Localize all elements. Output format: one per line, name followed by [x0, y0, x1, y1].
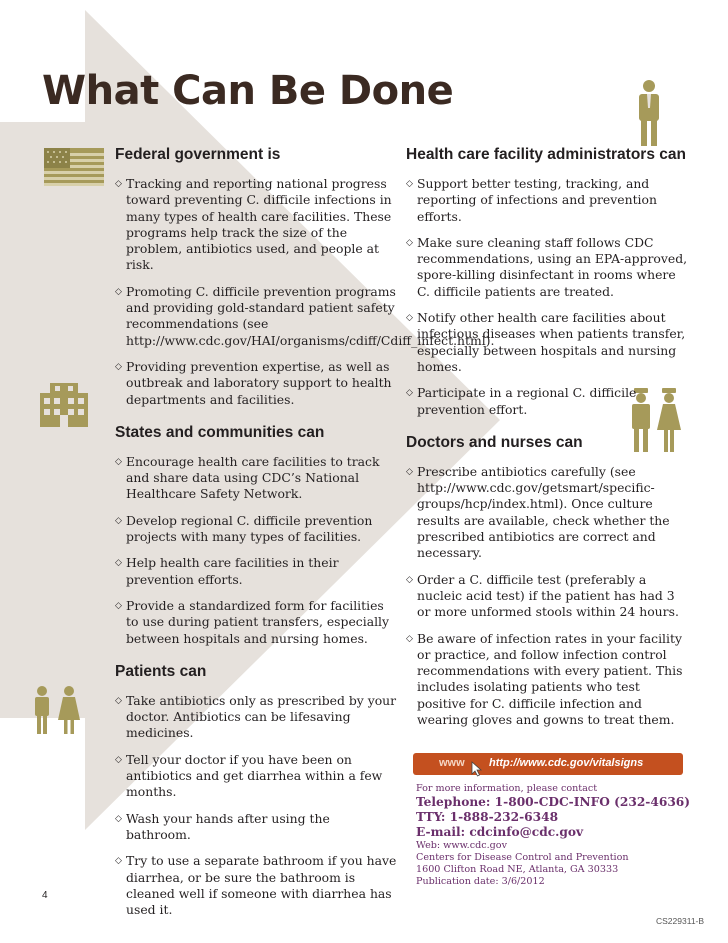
contact-intro: For more information, please contact [416, 783, 598, 794]
patients-list [115, 693, 397, 919]
doctors-heading: Doctors and nurses can [406, 433, 583, 451]
contact-address: 1600 Clifton Road NE, Atlanta, GA 30333 [416, 864, 619, 875]
doctors-list [406, 464, 690, 728]
list-item: ◇ Develop regional C. difficile prevention projects with many types of facilities. [115, 513, 397, 546]
document-code: CS229311-B [656, 916, 705, 926]
list-item: ◇ Encourage health care facilities to track and share data using CDC’s National Healthcare Safety Network. [115, 454, 397, 503]
page-number: 4 [42, 890, 48, 901]
contact-phone: Telephone: 1-800-CDC-INFO (232-4636) [416, 795, 691, 809]
list-item: ◇ Help health care facilities in their prevention efforts. [115, 555, 397, 588]
list-item: ◇ Order a C. difficile test (preferably a nucleic acid test) if the patient has had 3 or more unformed stools within 24 hours. [406, 572, 690, 621]
contact-date: Publication date: 3/6/2012 [416, 876, 545, 887]
businessman-icon [636, 80, 662, 146]
list-item: ◇ Make sure cleaning staff follows CDC recommendations, using an EPA-approved, spore-killing disinfectant in rooms where C. difficile patients are treated. [406, 235, 690, 300]
building-icon [40, 383, 88, 427]
list-item: ◇ Try to use a separate bathroom if you have diarrhea, or be sure the bathroom is cleaned well if someone with diarrhea has used it. [115, 853, 397, 918]
contact-email[interactable]: E-mail: cdcinfo@cdc.gov [416, 825, 584, 839]
list-item: ◇ Take antibiotics only as prescribed by your doctor. Antibiotics can be lifesaving medicines. [115, 693, 397, 742]
right-column [406, 146, 690, 738]
list-item: ◇ Participate in a regional C. difficile prevention effort. [406, 385, 690, 418]
list-item: ◇ Be aware of infection rates in your facility or practice, and follow infection control recommendations with every patient. This includes isolating patients who test positive for C. difficile infection and wearing gloves and gowns to treat them. [406, 631, 690, 729]
list-item: ◇ Prescribe antibiotics carefully (see http://www.cdc.gov/getsmart/specific-groups/hcp/index.html). Once culture results are available, check whether the prescribed antibiotics are correct and necessary. [406, 464, 690, 562]
man-woman-icon [30, 686, 82, 734]
states-list [115, 454, 397, 647]
federal-list [115, 176, 495, 408]
list-item: ◇ Support better testing, tracking, and reporting of infections and prevention efforts. [406, 176, 690, 225]
contact-web[interactable]: Web: www.cdc.gov [416, 840, 507, 851]
list-item: ◇ Promoting C. difficile prevention programs and providing gold-standard patient safety recommendations (see http://www.cdc.gov/HAI/organisms/cdiff/Cdiff_infect.html). [115, 284, 397, 349]
url-text: http://www.cdc.gov/vitalsigns [489, 757, 644, 769]
admins-list [406, 176, 690, 418]
states-heading: States and communities can [115, 423, 325, 441]
cursor-arrow-icon [471, 761, 483, 777]
list-item: ◇ Notify other health care facilities about infectious diseases when patients transfer, especially between hospitals and nursing homes. [406, 310, 690, 375]
admins-heading: Health care facility administrators can [406, 146, 686, 163]
federal-heading: Federal government is [115, 146, 281, 163]
list-item: ◇ Providing prevention expertise, as well as outbreak and laboratory support to health departments and facilities. [115, 359, 397, 408]
list-item: ◇ Wash your hands after using the bathroom. [115, 811, 397, 844]
www-label: www [439, 757, 465, 769]
contact-tty: TTY: 1-888-232-6348 [416, 810, 559, 824]
page-title: What Can Be Done [42, 68, 454, 114]
contact-org: Centers for Disease Control and Prevention [416, 852, 629, 863]
patients-heading: Patients can [115, 662, 207, 680]
vitalsigns-link[interactable] [413, 753, 683, 775]
us-flag-icon [44, 148, 104, 186]
list-item: ◇ Tracking and reporting national progress toward preventing C. difficile infections in many types of health care facilities. These programs help track the size of the problem, antibiotics used, and people at risk. [115, 176, 397, 274]
contact-block [416, 783, 706, 888]
list-item: ◇ Provide a standardized form for facilities to use during patient transfers, especially between hospitals and nursing homes. [115, 598, 397, 647]
list-item: ◇ Tell your doctor if you have been on antibiotics and get diarrhea within a few months. [115, 752, 397, 801]
